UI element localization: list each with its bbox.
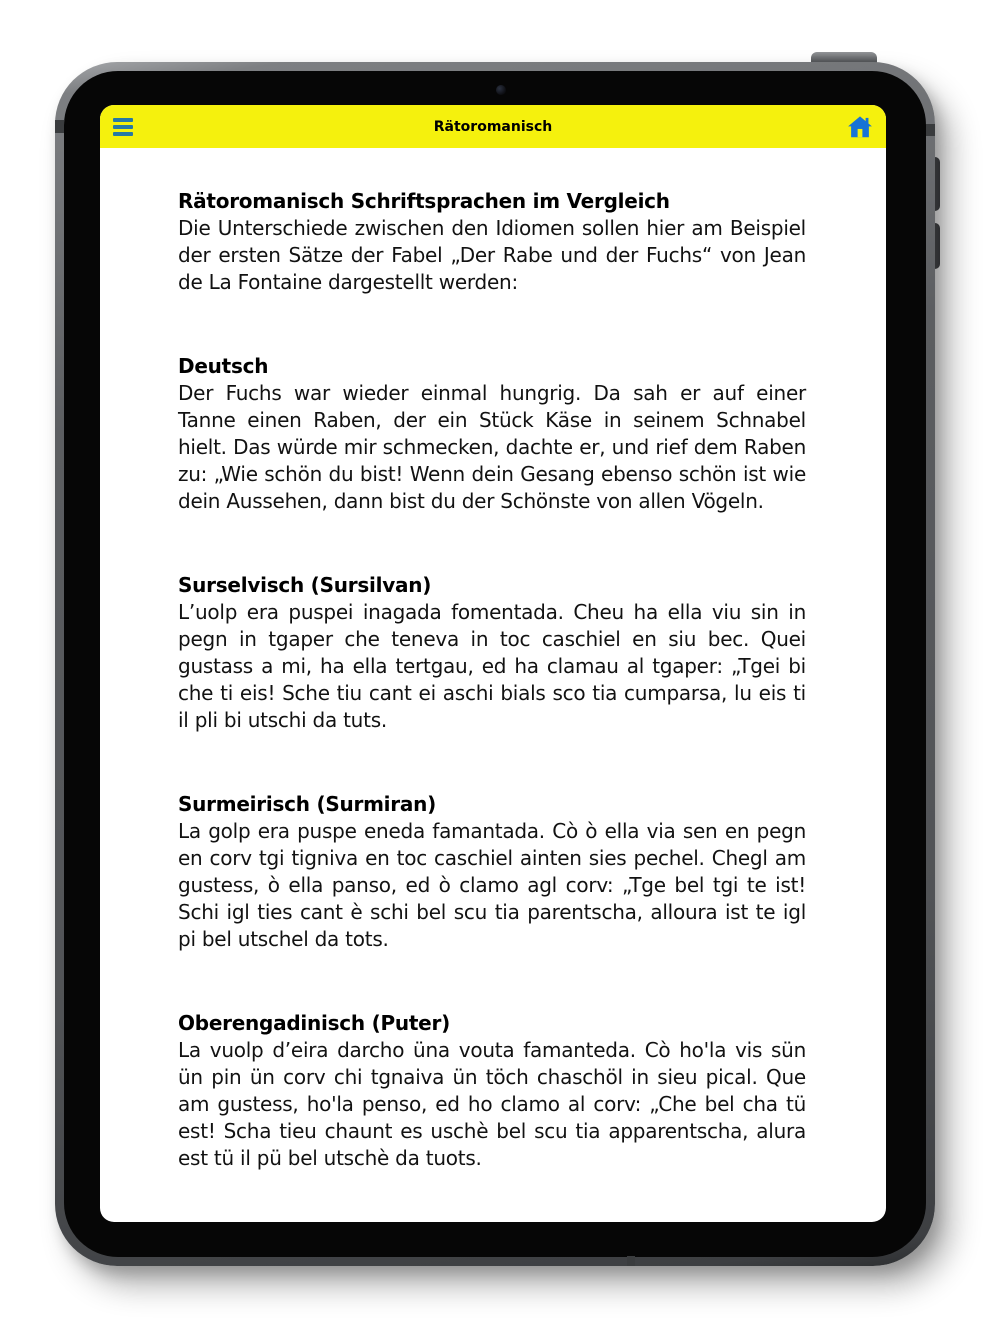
tablet-frame [55,62,935,1266]
home-button[interactable] [847,114,873,140]
section-body: La vuolp d’eira darcho üna vouta famanteda. Cò ho'la vis sün ün pin ün corv chi tgnaiva ün töch chaschöl in sieu pical. Que am gustess, ho'la penso, ed ho clamo al corv: „Che bel cha tü est! Scha tieu chaunt es uschè bel scu tia apparentscha, alura est tü il pü bel utschè da tuots. [178,1038,806,1170]
section-heading: Surmeirisch (Surmiran) [178,792,437,816]
page-title: Rätoromanisch [433,118,553,135]
section-surselvisch [178,572,806,734]
content-area [100,148,886,1172]
app-screen [100,105,886,1222]
antenna-line [627,1256,635,1266]
section-intro [178,188,806,296]
section-heading: Rätoromanisch Schriftsprachen im Vergleich [178,189,670,213]
tablet-bezel [64,71,926,1257]
antenna-line [55,120,64,133]
section-body: La golp era puspe eneda famantada. Cò ò ella via sen en pegn en corv tgi tigniva en toc caschiel ainten sies pechel. Chegl am gustess, ò ella panso, ed ò clamo agl corv: „Tge bel tgi te ist! Schi igl ties cant è schi bel scu tia parentscha, alloura ist te igl pi bel utschel da tots. [178,819,806,951]
section-heading: Deutsch [178,354,269,378]
home-icon [847,114,873,140]
section-oberengadinisch [178,1010,806,1172]
section-body: L’uolp era puspei inagada fomentada. Cheu ha ella viu sin in pegn in tgaper che teneva in toc caschiel en siu bec. Quei gustass a mi, ha ella tertgau, ed ha clamau al tgaper: „Tgei bi che ti eis! Sche tiu cant ei aschi bials sco tia cumparsa, lu eis ti il pli bi utschi da tuts. [178,600,806,732]
section-deutsch [178,353,806,515]
section-heading: Surselvisch (Sursilvan) [178,573,432,597]
section-body: Der Fuchs war wieder einmal hungrig. Da sah er auf einer Tanne einen Raben, der ein Stück Käse in seinem Schnabel hielt. Das würde mir schmecken, dachte er, und rief dem Raben zu: „Wie schön du bist! Wenn dein Gesang ebenso schön ist wie dein Aussehen, dann bist du der Schönste von allen Vögeln. [178,381,806,513]
section-body: Die Unterschiede zwischen den Idiomen sollen hier am Beispiel der ersten Sätze der Fabel „Der Rabe und der Fuchs“ von Jean de La Fontaine dargestellt werden: [178,216,806,294]
hamburger-menu-button[interactable] [113,118,135,136]
app-header [100,105,886,148]
section-heading: Oberengadinisch (Puter) [178,1011,451,1035]
section-surmeirisch [178,791,806,953]
hamburger-icon [113,118,133,122]
antenna-line [926,124,935,136]
front-camera-icon [496,85,506,95]
